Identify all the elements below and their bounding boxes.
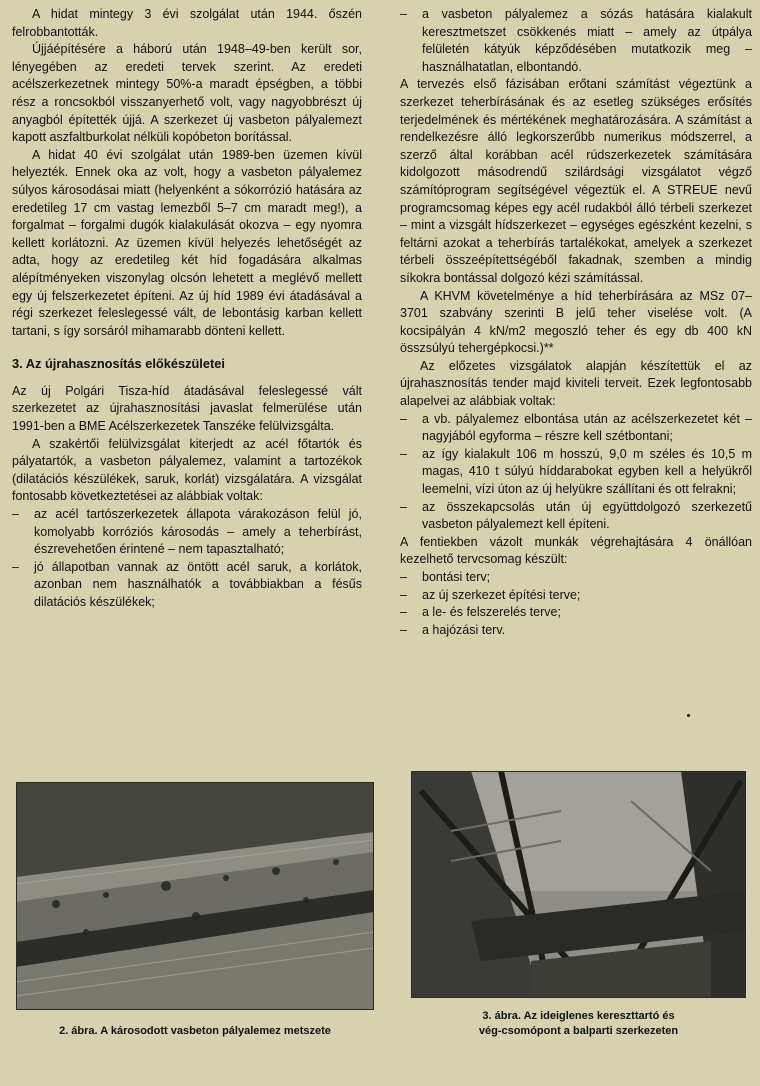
- left-column: [12, 6, 362, 612]
- paragraph: A hidat mintegy 3 évi szolgálat után 1944. őszén felrobbantották.: [12, 7, 362, 39]
- figure-2-photo: [16, 782, 374, 1010]
- paragraph: A KHVM követelménye a híd teherbírására az MSz 07–3701 szabvány szerinti B jelű teher viselése volt. (A kocsipályán 4 kN/m2 megoszló teher és egy db 400 kN összsúlyú tehergépkocsi.)**: [400, 288, 752, 356]
- plan-list-item: – az új szerkezet építési terve;: [400, 587, 581, 602]
- figure-3-caption-line: vég-csomópont a balparti szerkezeten: [478, 1025, 679, 1037]
- bullet-item: – az acél tartószerkezetek állapota várakozáson felül jó, komolyabb korróziós károsodás – amely a teherbírást, észrevehetően érintené – nem tapasztalható;: [12, 507, 362, 557]
- paragraph: A hidat 40 évi szolgálat után 1989-ben üzemen kívül helyezték. Ennek oka az volt, hogy a vasbeton pályalemez súlyos károsodásai miatt (helyenként a sókorrózió hatására az eredetileg 17 cm vastag lemezből 5–7 cm maradt meg!), a forgalmat – forgalmi dugók kialakulását okozva – egy nyomra kellett korlátozni. Az üzemen kívül helyezés lehetőségét az adta, hogy az eredetileg két híd fogadására alkalmas alépítményeken viszonylag olcsón lehetett a meglévő mellett egy új felszerkezetet építeni. Az új híd 1989 évi átadásával a régi szerkezet feleslegessé vált, de lebontásig karban kellett tartani, s így sorsáról mihamarabb dönteni kellett.: [12, 147, 362, 338]
- plan-list-item: – bontási terv;: [400, 570, 491, 584]
- section-heading: 3. Az újrahasznosítás előkészületei: [12, 356, 225, 372]
- paragraph: Újjáépítésére a háború után 1948–49-ben került sor, lényegében az eredeti tervek szerint. Az eredeti acélszerkezetnek mintegy 50%-a maradt épségben, a többi rész a roncsokból visszanyerhető volt, vagy nagyobbrészt új anyagból építették újjá. A szerkezet új vasbeton pályalemezt kapott aszfaltburkolat nélküli kopóbeton borítással.: [12, 42, 362, 145]
- figure-3-caption-line: 3. ábra. Az ideiglenes kereszttartó és: [482, 1010, 675, 1022]
- bullet-item: – a vasbeton pályalemez a sózás hatására kialakult keresztmetszet csökkenés miatt – amely az útpálya felületén kátyúk képződésében mutatkozik meg – használhatatlan, elbontandó.: [400, 7, 752, 74]
- figure-2-caption: 2. ábra. A károsodott vasbeton pályalemez metszete: [59, 1025, 331, 1037]
- figure-3-caption: [411, 1009, 746, 1039]
- paragraph: Az új Polgári Tisza-híd átadásával feleslegessé vált szerkezetet az újrahasznosítási javaslat felmerülése után 1991-ben a BME Acélszerkezetek Tanszéke felülvizsgálta.: [12, 383, 362, 434]
- plan-list-item: – a hajózási terv.: [400, 622, 506, 637]
- paragraph: Az előzetes vizsgálatok alapján készítettük el az újrahasznosítás tender majd kiviteli terveit. Ezek legfontosabb alapelvei az alábbiak voltak:: [400, 358, 752, 409]
- right-column: [400, 6, 752, 639]
- plan-list-item: – a le- és felszerelés terve;: [400, 605, 561, 620]
- bullet-item: – az így kialakult 106 m hosszú, 9,0 m széles és 10,5 m magas, 410 t súlyú híddarabokat egyben kell a helyükről leemelni, vízi úton az új helyükre szállítani és ott felrakni;: [400, 446, 752, 497]
- bullet-item: – jó állapotban vannak az öntött acél saruk, a korlátok, azonban nem használhatók a továbbiakban a fésűs dilatációs készülékek;: [12, 559, 362, 609]
- bullet-item: – a vb. pályalemez elbontása után az acélszerkezetet két – nagyjából egyforma – részre kell szétbontani;: [400, 411, 752, 444]
- figure-3-photo: [411, 771, 746, 998]
- paragraph: A fentiekben vázolt munkák végrehajtására 4 önállóan kezelhető tervcsomag készült:: [400, 534, 752, 567]
- bullet-item: – az összekapcsolás után új együttdolgozó szerkezetű vasbeton pályalemezt kell építeni.: [400, 499, 752, 532]
- paragraph: A szakértői felülvizsgálat kiterjedt az acél főtartók és pályatartók, a vasbeton pályalemez, valamint a tartozékok (dilatációs készülékek, saruk, korlát) vizsgálatára. A vizsgálat fontosabb következtetései az alábbiak voltak:: [12, 436, 362, 504]
- paragraph: A tervezés első fázisában erőtani számítást végeztünk a szerkezet teherbírásának és az esetleg szükséges erősítés terjedelmének és mértékének meghatározására. A számítást a rendelkezésre álló legkorszerűbb numerikus módszerrel, a szerző által korábban acél rúdszerkezetek számítására kidolgozott másodrendű szilárdsági vizsgálatot végző számítóprogram segítségével végeztük el. A STREUE nevű programcsomag képes egy acél rudakból álló térbeli szerkezet – mint a vizsgált hídszerkezet – egységes egészként kezelni, s feltárni azokat a teherbírás tartalékokat, amelyek a szerkezet térbeli összeépítettségéből fakadnak, szemben a mindig síkokra bontással dolgozó kézi számítással.: [400, 77, 752, 285]
- print-speck: [687, 714, 690, 717]
